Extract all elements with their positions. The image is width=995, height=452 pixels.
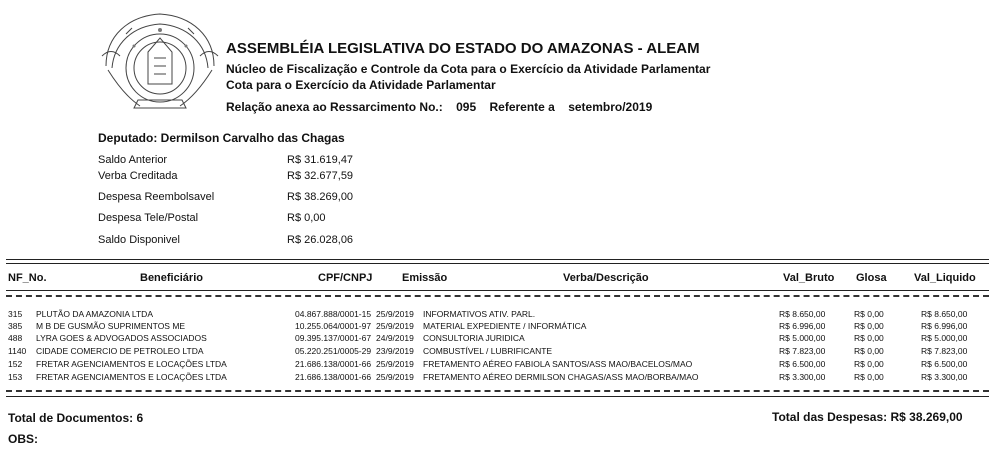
cell-cpf: 21.686.138/0001-66 (295, 359, 372, 369)
total-despesas-label: Total das Despesas: (772, 410, 888, 424)
col-header-liquido: Val_Liquido (914, 272, 976, 284)
cell-glosa: R$ 0,00 (854, 372, 884, 382)
cell-verba: FRETAMENTO AÉREO FABIOLA SANTOS/ASS MAO/BACELOS/MAO (423, 359, 693, 369)
cell-nf: 488 (8, 333, 23, 343)
summary-value: R$ 32.677,59 (287, 170, 354, 182)
cota-subtitle: Cota para o Exercício da Atividade Parlamentar (226, 78, 496, 92)
cell-beneficiario: CIDADE COMERCIO DE PETROLEO LTDA (36, 346, 204, 356)
table-rule (6, 290, 989, 291)
total-documentos (8, 411, 143, 425)
summary-value: R$ 31.619,47 (287, 154, 354, 166)
dashed-separator (6, 390, 989, 392)
cell-nf: 153 (8, 372, 23, 382)
cell-bruto: R$ 3.300,00 (779, 372, 826, 382)
aleam-seal-logo (98, 6, 222, 116)
col-header-emissao: Emissão (402, 272, 448, 284)
cell-emissao: 24/9/2019 (376, 333, 414, 343)
cell-beneficiario: LYRA GOES & ADVOGADOS ASSOCIADOS (36, 333, 207, 343)
nucleo-subtitle: Núcleo de Fiscalização e Controle da Cota para o Exercício da Atividade Parlamentar (226, 62, 711, 76)
obs-label: OBS: (8, 432, 38, 446)
cell-glosa: R$ 0,00 (854, 321, 884, 331)
cell-bruto: R$ 7.823,00 (779, 346, 826, 356)
cell-emissao: 25/9/2019 (376, 309, 414, 319)
col-header-cpf: CPF/CNPJ (318, 272, 373, 284)
relacao-numero: 095 (456, 100, 477, 114)
col-header-bruto: Val_Bruto (783, 272, 835, 284)
cell-bruto: R$ 5.000,00 (779, 333, 826, 343)
total-despesas (772, 410, 963, 424)
cell-glosa: R$ 0,00 (854, 346, 884, 356)
header-rule (6, 263, 989, 264)
relacao-line (226, 100, 662, 114)
summary-value: R$ 26.028,06 (287, 234, 354, 246)
dashed-separator (6, 295, 989, 297)
cell-beneficiario: M B DE GUSMÃO SUPRIMENTOS ME (36, 321, 186, 331)
cell-cpf: 21.686.138/0001-66 (295, 372, 372, 382)
summary-label: Verba Creditada (98, 170, 178, 182)
col-header-glosa: Glosa (856, 272, 887, 284)
relacao-label: Relação anexa ao Ressarcimento No.: (226, 100, 443, 114)
total-despesas-value: R$ 38.269,00 (890, 410, 963, 424)
total-docs-label: Total de Documentos: (8, 411, 134, 425)
cell-emissao: 25/9/2019 (376, 321, 414, 331)
cell-emissao: 23/9/2019 (376, 346, 414, 356)
cell-cpf: 04.867.888/0001-15 (295, 309, 372, 319)
cell-nf: 1140 (8, 346, 27, 356)
cell-bruto: R$ 6.500,00 (779, 359, 826, 369)
cell-beneficiario: PLUTÃO DA AMAZONIA LTDA (36, 309, 153, 319)
deputado-name: Deputado: Dermilson Carvalho das Chagas (98, 131, 345, 145)
table-rule (6, 396, 989, 397)
cell-bruto: R$ 6.996,00 (779, 321, 826, 331)
referente-label: Referente a (489, 100, 555, 114)
header-rule (6, 259, 989, 260)
referente-valor: setembro/2019 (568, 100, 653, 114)
cell-nf: 385 (8, 321, 23, 331)
cell-emissao: 25/9/2019 (376, 372, 414, 382)
cell-emissao: 25/9/2019 (376, 359, 414, 369)
col-header-verba: Verba/Descrição (563, 272, 649, 284)
cell-cpf: 09.395.137/0001-67 (295, 333, 372, 343)
col-header-nf: NF_No. (8, 272, 47, 284)
cell-verba: FRETAMENTO AÉREO DERMILSON CHAGAS/ASS MAO/BORBA/MAO (423, 372, 699, 382)
cell-verba: MATERIAL EXPEDIENTE / INFORMÁTICA (423, 321, 587, 331)
assembly-title: ASSEMBLÉIA LEGISLATIVA DO ESTADO DO AMAZONAS - ALEAM (226, 40, 700, 57)
cell-beneficiario: FRETAR AGENCIAMENTOS E LOCAÇÕES LTDA (36, 372, 227, 382)
cell-glosa: R$ 0,00 (854, 333, 884, 343)
cell-verba: INFORMATIVOS ATIV. PARL. (423, 309, 536, 319)
cell-liquido: R$ 8.650,00 (921, 309, 968, 319)
cell-liquido: R$ 7.823,00 (921, 346, 968, 356)
cell-cpf: 10.255.064/0001-97 (295, 321, 372, 331)
col-header-beneficiario: Beneficiário (140, 272, 203, 284)
summary-label: Despesa Tele/Postal (98, 212, 199, 224)
summary-label: Saldo Anterior (98, 154, 168, 166)
cell-nf: 315 (8, 309, 23, 319)
summary-value: R$ 38.269,00 (287, 191, 354, 203)
summary-label: Saldo Disponivel (98, 234, 180, 246)
cell-glosa: R$ 0,00 (854, 359, 884, 369)
cell-beneficiario: FRETAR AGENCIAMENTOS E LOCAÇÕES LTDA (36, 359, 227, 369)
cell-bruto: R$ 8.650,00 (779, 309, 826, 319)
summary-label: Despesa Reembolsavel (98, 191, 215, 203)
cell-cpf: 05.220.251/0005-29 (295, 346, 372, 356)
cell-nf: 152 (8, 359, 23, 369)
cell-liquido: R$ 3.300,00 (921, 372, 968, 382)
total-docs-value: 6 (136, 411, 144, 425)
cell-verba: CONSULTORIA JURIDICA (423, 333, 525, 343)
cell-glosa: R$ 0,00 (854, 309, 884, 319)
cell-liquido: R$ 6.500,00 (921, 359, 968, 369)
summary-value: R$ 0,00 (287, 212, 326, 224)
cell-liquido: R$ 5.000,00 (921, 333, 968, 343)
cell-liquido: R$ 6.996,00 (921, 321, 968, 331)
cell-verba: COMBUSTÍVEL / LUBRIFICANTE (423, 346, 553, 356)
